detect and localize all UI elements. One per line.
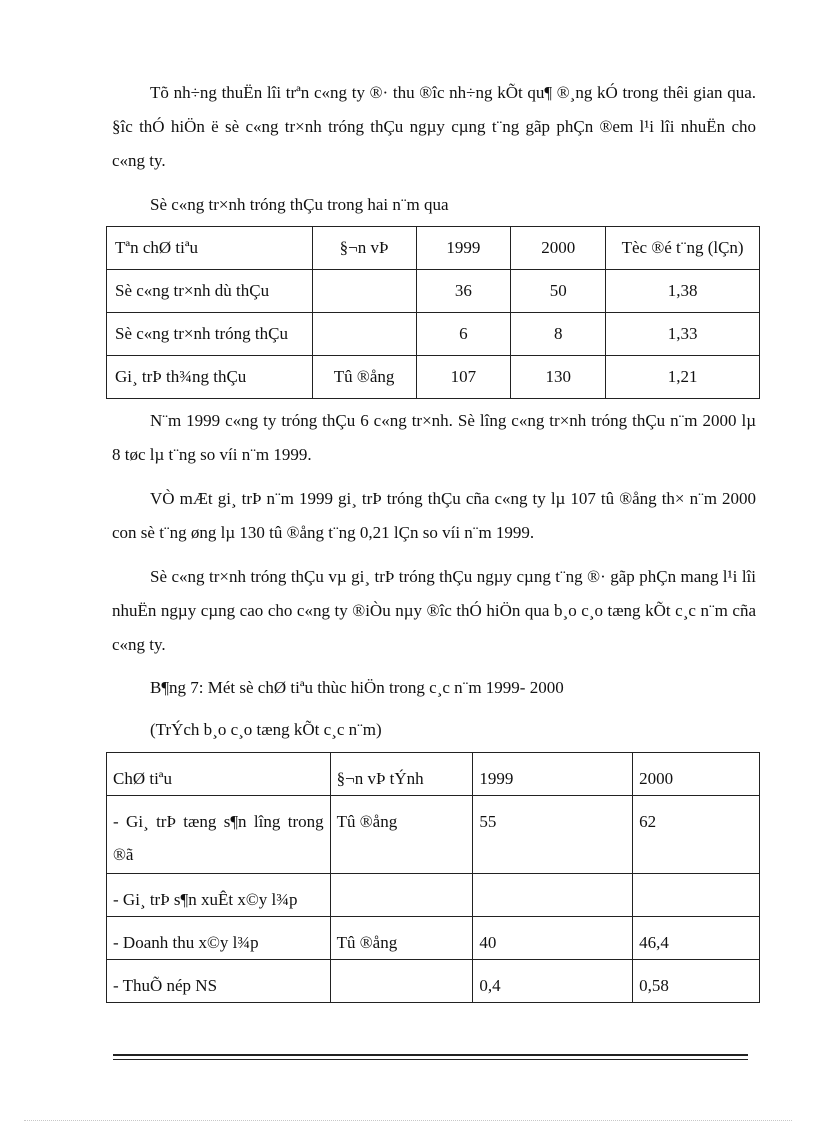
table-cell: 8	[511, 313, 606, 356]
paragraph-1: Tõ nh÷ng thuËn lîi trªn c«ng ty ®· thu ®îc nh÷ng kÕt qu¶ ®¸ng kÓ trong thêi gian qua. §îc thÓ hiÖn ë sè c«ng tr×nh tróng thÇu ngµy cµng t¨ng gãp phÇn ®em l¹i lîi nhuËn cho c«ng ty.	[112, 83, 756, 170]
header-cell: 1999	[473, 753, 633, 796]
header-cell: §¬n vÞ tÝnh	[330, 753, 473, 796]
table-cell: 55	[473, 796, 633, 874]
table-row	[107, 960, 760, 1003]
paragraph-3: VÒ mÆt gi¸ trÞ n¨m 1999 gi¸ trÞ tróng thÇu cña c«ng ty lµ 107 tû ®ång th× n¨m 2000 con sè t¨ng øng lµ 130 tû ®ång t¨ng 0,21 lÇn so víi n¨m 1999.	[112, 489, 756, 542]
table-cell: 1,33	[606, 313, 760, 356]
table-cell: 46,4	[633, 917, 760, 960]
table-cell: 6	[416, 313, 511, 356]
table-cell: Sè c«ng tr×nh tróng thÇu	[107, 313, 313, 356]
table-header-row	[107, 753, 760, 796]
table-cell	[312, 270, 416, 313]
table-row	[107, 917, 760, 960]
table-cell: 1,38	[606, 270, 760, 313]
table-cell: 0,4	[473, 960, 633, 1003]
table-cell: 36	[416, 270, 511, 313]
table-cell: 0,58	[633, 960, 760, 1003]
table1-caption: Sè c«ng tr×nh tróng thÇu trong hai n¨m qua	[150, 195, 449, 214]
header-cell: ChØ tiªu	[107, 753, 331, 796]
table-row	[107, 313, 760, 356]
table-cell: - ThuÕ nép NS	[107, 960, 331, 1003]
table-cell	[312, 313, 416, 356]
table-cell: 1,21	[606, 356, 760, 399]
header-cell: Tèc ®é t¨ng (lÇn)	[606, 227, 760, 270]
table-cell	[633, 874, 760, 917]
header-cell: 2000	[633, 753, 760, 796]
footer-rule-top	[113, 1054, 748, 1056]
page-edge-divider	[24, 1120, 792, 1121]
table-cell: Gi¸ trÞ th¾ng thÇu	[107, 356, 313, 399]
paragraph-2: N¨m 1999 c«ng ty tróng thÇu 6 c«ng tr×nh. Sè lîng c«ng tr×nh tróng thÇu n¨m 2000 lµ 8 tøc lµ t¨ng so víi n¨m 1999.	[112, 411, 756, 464]
table-cell: Sè c«ng tr×nh dù thÇu	[107, 270, 313, 313]
table-cell: 62	[633, 796, 760, 874]
table-cell: - Gi¸ trÞ tæng s¶n lîng trong ®ã	[107, 796, 331, 874]
table-header-row	[107, 227, 760, 270]
header-cell: Tªn chØ tiªu	[107, 227, 313, 270]
indicators-table	[106, 752, 760, 1003]
table2-title: B¶ng 7: Mét sè chØ tiªu thùc hiÖn trong c¸c n¨m 1999- 2000	[150, 678, 564, 697]
table-row	[107, 270, 760, 313]
table2-source: (TrÝch b¸o c¸o tæng kÕt c¸c n¨m)	[150, 720, 382, 739]
bid-count-table	[106, 226, 760, 399]
table-row	[107, 874, 760, 917]
table-cell: - Gi¸ trÞ s¶n xuÊt x©y l¾p	[107, 874, 331, 917]
table-cell: 130	[511, 356, 606, 399]
footer-rule-bottom	[113, 1059, 748, 1060]
header-cell: §¬n vÞ	[312, 227, 416, 270]
table-cell: 107	[416, 356, 511, 399]
table-cell: 40	[473, 917, 633, 960]
table-row	[107, 796, 760, 874]
table-cell: Tû ®ång	[312, 356, 416, 399]
table-cell	[473, 874, 633, 917]
table-cell: - Doanh thu x©y l¾p	[107, 917, 331, 960]
table-cell: Tû ®ång	[330, 796, 473, 874]
header-cell: 1999	[416, 227, 511, 270]
table-cell: Tû ®ång	[330, 917, 473, 960]
table-cell	[330, 874, 473, 917]
table-cell: 50	[511, 270, 606, 313]
table-row	[107, 356, 760, 399]
paragraph-4: Sè c«ng tr×nh tróng thÇu vµ gi¸ trÞ tróng thÇu ngµy cµng t¨ng ®· gãp phÇn mang l¹i lîi nhuËn ngµy cµng cao cho c«ng ty ®iÒu nµy ®îc thÓ hiÖn qua b¸o c¸o tæng kÕt c¸c n¨m cña c«ng ty.	[112, 567, 756, 654]
header-cell: 2000	[511, 227, 606, 270]
table-cell	[330, 960, 473, 1003]
